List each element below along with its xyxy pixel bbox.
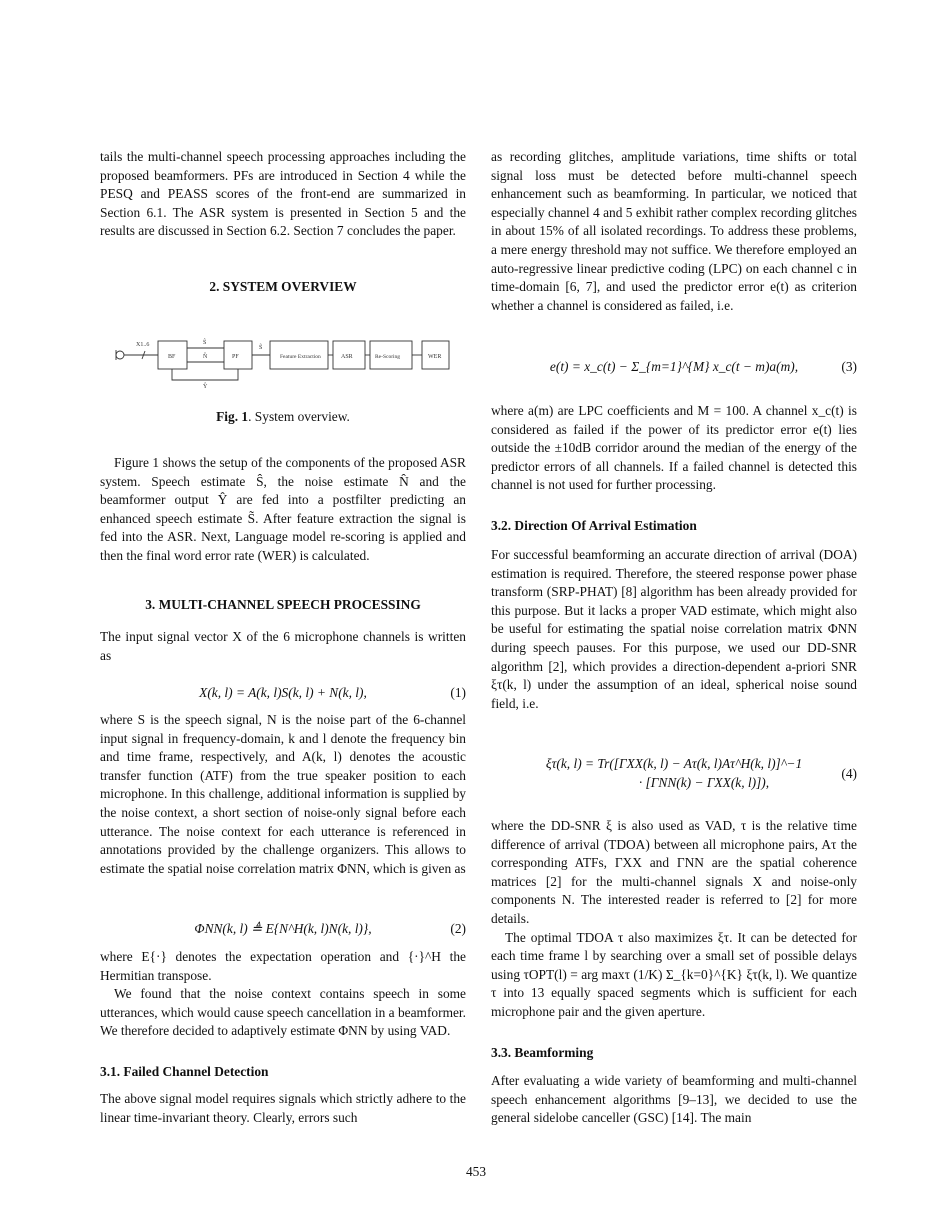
- paragraph: where a(m) are LPC coefficients and M = 100. A channel x_c(t) is considered as failed if the power of its predictor error e(t) lies outside the ±10dB corridor around the median of the energy of the predictor errors of all channels. If a failed channel is detected this channel is not used for further processing.: [491, 403, 857, 493]
- n-hat-label: N̂: [203, 354, 208, 360]
- paragraph: as recording glitches, amplitude variations, time shifts or total signal loss must be detected before multi-channel speech enhancement such as beamforming. In particular, we noticed that especially channel 4 and 5 exhibit rather complex recording glitches in about 15% of all isolated recordings. To address these problems, a mere energy threshold may not suffice. We therefore employed an auto-regressive linear predictive coding (LPC) on each channel c in time-domain [6, 7], and used the predictor error e(t) as criterion whether a channel is considered as failed, i.e.: [491, 149, 857, 313]
- equation-number: (1): [450, 685, 466, 700]
- subsection-heading-3-3: 3.3. Beamforming: [491, 1045, 594, 1060]
- asr-label: ASR: [341, 354, 353, 360]
- bf-label: BF: [168, 354, 176, 360]
- system-overview-figure: [112, 334, 457, 392]
- paragraph: The input signal vector X of the 6 microphone channels is written as: [100, 629, 466, 663]
- equation-body: e(t) = x_c(t) − Σ_{m=1}^{M} x_c(t − m)a(m),: [549, 359, 799, 374]
- input-label: X1..6: [136, 342, 150, 348]
- paragraph: We found that the noise context contains speech in some utterances, which would cause speech cancellation in a beamformer. We therefore decided to adaptively estimate ΦNN by using VAD.: [100, 986, 466, 1039]
- paragraph: Figure 1 shows the setup of the components of the proposed ASR system. Speech estimate Ŝ, the noise estimate N̂ and the beamformer output Ŷ are fed into a postfilter predicting an enhanced speech estimate S̃. After feature extraction the signal is fed into the ASR. Next, Language model re-scoring is applied and then the final word error rate (WER) is calculated.: [100, 455, 466, 563]
- s-tilde-label: S̃: [259, 345, 263, 351]
- equation-4: [491, 755, 857, 792]
- paragraph: where S is the speech signal, N is the noise part of the 6-channel input signal in frequency-domain, k and l denote the frequency bin and time frame, respectively, and A(k, l) denotes the acoustic transfer function (ATF) from the true speaker position to each microphone. In this challenge, additional information is supplied by the noise context, a short section of noise-only signal before each utterance. The noise context for each utterance is referenced in annotations provided by the challenge organizers. This allows to estimate the spatial noise correlation matrix ΦNN, which is given as: [100, 712, 466, 876]
- y-hat-label: Ŷ: [203, 384, 208, 390]
- paragraph: For successful beamforming an accurate direction of arrival (DOA) estimation is required. Therefore, the steered response power phase transform (SRP-PHAT) [8] algorithm has been already provided for this purpose. But it lacks a proper VAD estimate, which might also be useful for estimating the spatial noise correlation matrix ΦNN during speech pauses. For this purpose, we used our DD-SNR algorithm [2], which provides a direction-dependent a-priori SNR ξτ(k, l) under the assumption of an ideal, spherical noise sound field, i.e.: [491, 547, 857, 711]
- equation-body: X(k, l) = A(k, l)S(k, l) + N(k, l),: [199, 685, 367, 700]
- page-number: 453: [465, 1164, 487, 1179]
- section-heading-3: 3. MULTI-CHANNEL SPEECH PROCESSING: [145, 597, 421, 612]
- paragraph: tails the multi-channel speech processing approaches including the proposed beamformers. PFs are introduced in Section 4 while the PESQ and PEASS scores of the front-end are summarized in Section 6.1. The ASR system is presented in Section 5 and the results are discussed in Section 6.2. Section 7 concludes the paper.: [100, 149, 466, 239]
- figure-caption: [100, 408, 466, 427]
- rescoring-label: Re-Scoring: [375, 354, 401, 360]
- paragraph: After evaluating a wide variety of beamforming and multi-channel speech enhancement algorithms [9–13], we decided to use the general sidelobe canceller (GSC) [14]. The main: [491, 1073, 857, 1126]
- caption-label: Fig. 1: [216, 409, 249, 424]
- s-hat-label: Ŝ: [203, 340, 207, 346]
- equation-3: [491, 358, 857, 377]
- wer-label: WER: [428, 354, 442, 360]
- paragraph: where the DD-SNR ξ is also used as VAD, τ is the relative time difference of arrival (TDOA) between all microphone pairs, Aτ the corresponding ATFs, ΓXX and ΓNN are the spatial coherence matrices [2] for the multi-channel signals X and noise-only components N. The interested reader is referred to [2] for more details.: [491, 818, 857, 926]
- equation-body: ΦNN(k, l) ≜ E{N^H(k, l)N(k, l)},: [194, 921, 372, 936]
- subsection-heading-3-1: 3.1. Failed Channel Detection: [100, 1064, 269, 1079]
- equation-line-1: ξτ(k, l) = Tr([ΓXX(k, l) − Aτ(k, l)Aτ^H(k, l)]^−1: [545, 756, 803, 771]
- equation-2: [100, 920, 466, 939]
- paragraph: where E{·} denotes the expectation operation and {·}^H the Hermitian transpose.: [100, 949, 466, 983]
- intro-paragraph: [100, 148, 466, 241]
- paragraph: The optimal TDOA τ also maximizes ξτ. It can be detected for each time frame l by searching over a small set of possible delays using τOPT(l) = arg maxτ (1/K) Σ_{k=0}^{K} ξτ(k, l). We quantize τ into 13 equally spaced segments which is sufficient for each microphone pair and the given aperture.: [491, 929, 857, 1019]
- equation-number: (4): [841, 766, 857, 781]
- pf-label: PF: [232, 354, 239, 360]
- feature-extraction-label: Feature Extraction: [280, 354, 321, 360]
- microphone-icon: [116, 351, 124, 359]
- equation-number: (3): [841, 359, 857, 374]
- caption-text: . System overview.: [248, 409, 350, 424]
- paragraph: The above signal model requires signals which strictly adhere to the linear time-invariant theory. Clearly, errors such: [100, 1091, 466, 1125]
- equation-1: [100, 684, 466, 703]
- equation-line-2: · [ΓNN(k) − ΓXX(k, l)]),: [638, 774, 770, 790]
- section-heading-2: 2. SYSTEM OVERVIEW: [209, 279, 357, 294]
- subsection-heading-3-2: 3.2. Direction Of Arrival Estimation: [491, 518, 697, 533]
- equation-number: (2): [450, 921, 466, 936]
